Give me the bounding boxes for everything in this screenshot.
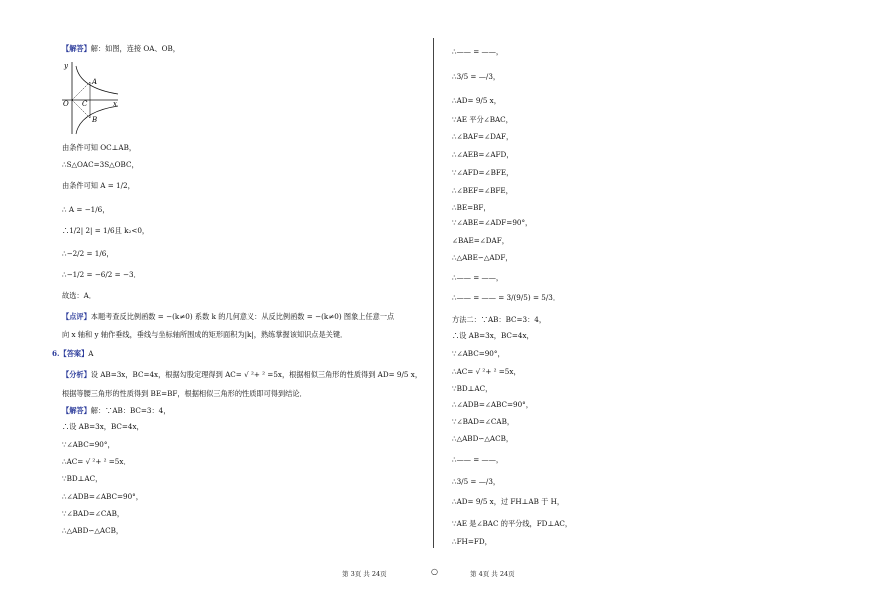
line-text: ∵AE 平分∠BAC，	[452, 115, 513, 124]
segment-oa	[72, 82, 90, 100]
label-b: B	[92, 116, 98, 124]
label-a: A	[92, 78, 98, 86]
line-text: ∴△ABD∽△ACB，	[452, 434, 514, 443]
line-text: ∴—— = ——，	[452, 455, 504, 464]
line-text: 解：∵AB：BC=3：4，	[90, 406, 171, 415]
left-text-line	[62, 205, 109, 215]
line-text: 解：如图，连接 OA、OB，	[90, 44, 180, 53]
left-text-line	[62, 312, 394, 322]
right-text-line	[452, 384, 492, 394]
line-text: ∴−1/2 = −6/2 = −3．	[62, 270, 141, 279]
line-text: 向 x 轴和 y 轴作垂线，垂线与坐标轴所围成的矩形面积为|k|，熟练掌握该知识点是关键．	[62, 330, 348, 339]
right-text-line	[452, 186, 513, 196]
line-text: ∴AC= √ ²+ ² =5x．	[62, 457, 131, 466]
left-text-line	[62, 44, 180, 54]
line-text: ∠BAE=∠DAF，	[452, 236, 509, 245]
right-text-line	[452, 293, 560, 303]
section-tag: 【点评】	[62, 312, 91, 321]
left-text-line	[62, 526, 123, 536]
line-text: ∵∠ABC=90°，	[62, 440, 115, 449]
left-text-line	[62, 492, 143, 502]
column-divider	[433, 38, 434, 548]
right-text-line	[452, 455, 503, 465]
line-text: ∴设 AB=3x，BC=4x，	[452, 331, 534, 340]
right-text-line	[452, 150, 514, 160]
line-text: ∴∠ADB=∠ABC=90°，	[62, 492, 143, 501]
line-text: ∴ A = −1/6，	[62, 205, 110, 214]
line-text: 本题考查反比例函数 = −(k≠0) 系数 k 的几何意义：从反比例函数 = −(k≠0) 图象上任意一点	[90, 312, 395, 321]
left-text-line	[62, 406, 170, 416]
line-text: ∴AD= 9/5 x，	[452, 96, 501, 105]
line-text: ∴3/5 = —/3，	[452, 477, 501, 486]
line-text: ∴∠AEB=∠AFD，	[452, 150, 514, 159]
center-mark: ○	[431, 567, 438, 576]
line-text: A	[88, 349, 94, 358]
line-text: ∵∠ABE=∠ADF=90°，	[452, 218, 533, 227]
line-text: ∴△ABD∽△ACB，	[62, 526, 124, 535]
right-text-line	[452, 273, 503, 283]
line-text: 设 AB=3x，BC=4x，根据勾股定理得到 AC= √ ²+ ² =5x，根据相似三角形的性质得到 AD= 9/5 x，	[90, 370, 423, 379]
left-text-line	[62, 291, 96, 301]
right-text-line	[452, 497, 564, 507]
line-text: ∴BE=BF，	[452, 203, 491, 212]
label-y: y	[64, 62, 68, 70]
hyperbola-figure	[60, 60, 120, 136]
left-text-line	[62, 389, 307, 399]
line-text: ∴1/2| 2| = 1/6且 k₂<0，	[62, 226, 150, 235]
line-text: 由条件可知 OC⊥AB，	[62, 143, 137, 152]
right-text-line	[452, 367, 521, 377]
line-text: ∴S△OAC=3S△OBC，	[62, 160, 139, 169]
line-text: ∴AD= 9/5 x，过 FH⊥AB 于 H，	[452, 497, 565, 506]
left-text-line	[62, 440, 115, 450]
line-text: ∵∠ABC=90°，	[452, 349, 505, 358]
left-text-line	[62, 330, 347, 340]
line-text: ∴FH=FD，	[452, 537, 492, 546]
line-text: ∴—— = ——，	[452, 273, 504, 282]
left-text-line	[62, 226, 149, 236]
right-text-line	[452, 400, 533, 410]
line-text: ∴—— = —— = 3/(9/5) = 5/3．	[452, 293, 561, 302]
left-page-number: 第 3页 共 24页	[342, 570, 387, 578]
left-text-line	[62, 457, 131, 467]
right-text-line	[452, 115, 513, 125]
section-tag: 【解答】	[62, 44, 91, 53]
line-text: 故选：A．	[62, 291, 96, 300]
right-text-line	[452, 331, 534, 341]
right-text-line	[452, 537, 492, 547]
line-text: ∴—— = ——，	[452, 47, 504, 56]
right-text-line	[452, 168, 513, 178]
line-text: ∴△ABE∽△ADF，	[452, 253, 513, 262]
right-text-line	[452, 349, 505, 359]
line-text: ∴AC= √ ²+ ² =5x，	[452, 367, 521, 376]
line-text: ∴∠ADB=∠ABC=90°，	[452, 400, 533, 409]
line-text: ∴∠BAF=∠DAF，	[452, 132, 514, 141]
right-text-line	[452, 253, 513, 263]
right-text-line	[452, 203, 491, 213]
right-text-line	[452, 519, 572, 529]
right-text-line	[452, 72, 500, 82]
right-text-line	[452, 132, 513, 142]
line-text: ∴∠BEF=∠BFE，	[452, 186, 513, 195]
section-tag: 6.【答案】	[52, 349, 89, 358]
right-text-line	[452, 434, 513, 444]
line-text: ∴3/5 = —/3，	[452, 72, 501, 81]
line-text: ∴−2/2 = 1/6，	[62, 249, 114, 258]
line-text: 方法二：∵AB：BC=3：4，	[452, 315, 547, 324]
right-page-number: 第 4页 共 24页	[470, 570, 515, 578]
line-text: 由条件可知 A = 1/2，	[62, 181, 135, 190]
label-c: C	[82, 100, 88, 108]
right-text-line	[452, 477, 500, 487]
right-text-line	[452, 315, 546, 325]
left-text-line	[62, 249, 114, 259]
line-text: ∵∠BAD=∠CAB，	[62, 509, 125, 518]
section-tag: 【解答】	[62, 406, 91, 415]
left-text-line	[62, 160, 139, 170]
right-text-line	[452, 417, 514, 427]
line-text: ∴设 AB=3x，BC=4x，	[62, 422, 144, 431]
right-text-line	[452, 96, 501, 106]
line-text: ∵∠BAD=∠CAB，	[452, 417, 515, 426]
label-o: O	[63, 100, 69, 108]
line-text: ∵∠AFD=∠BFE，	[452, 168, 514, 177]
line-text: ∵AE 是∠BAC 的平分线，FD⊥AC，	[452, 519, 573, 528]
right-text-line	[452, 236, 509, 246]
left-text-line	[62, 181, 135, 191]
left-text-line	[62, 143, 136, 153]
left-text-line	[62, 422, 144, 432]
left-text-line	[52, 349, 93, 359]
line-text: ∵BD⊥AC，	[452, 384, 493, 393]
left-text-line	[62, 509, 124, 519]
left-text-line	[62, 474, 102, 484]
label-x: x	[113, 100, 117, 108]
line-text: ∵BD⊥AC，	[62, 474, 103, 483]
section-tag: 【分析】	[62, 370, 91, 379]
left-text-line	[62, 370, 422, 380]
line-text: 根据等腰三角形的性质得到 BE=BF，根据相似三角形的性质即可得到结论．	[62, 389, 307, 398]
right-text-line	[452, 218, 532, 228]
right-text-line	[452, 47, 503, 57]
left-text-line	[62, 270, 141, 280]
